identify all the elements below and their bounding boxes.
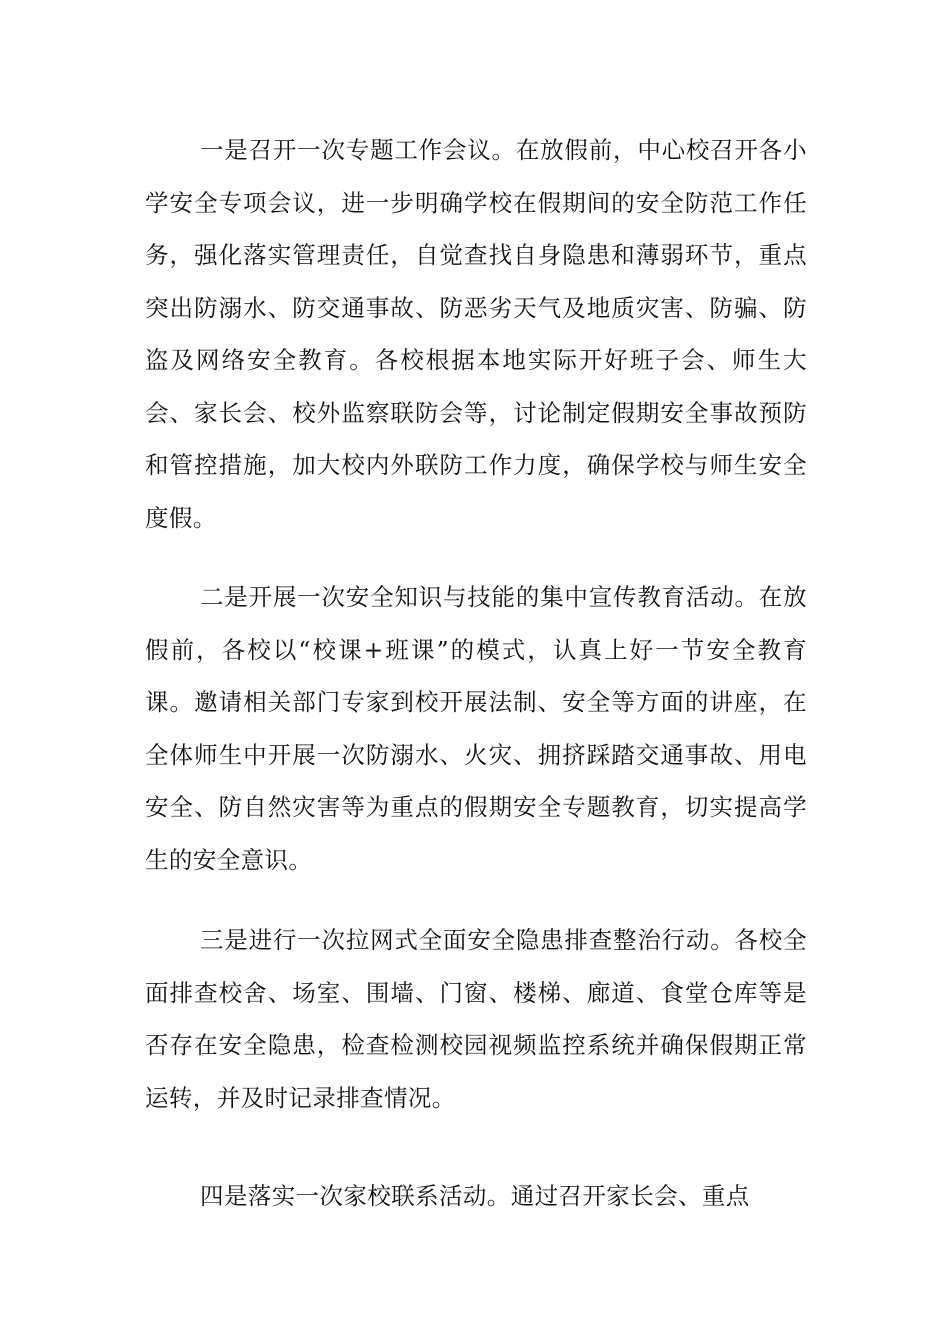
paragraph-2: 二是开展一次安全知识与技能的集中宣传教育活动。在放假前，各校以“校课+班课”的模式，认真上好一节安全教育课。邀请相关部门专家到校开展法制、安全等方面的讲座，在全体师生中开展一次防溺水、火灾、拥挤踩踏交通事故、用电安全、防自然灾害等为重点的假期安全专题教育，切实提高学生的安全意识。	[145, 583, 807, 874]
paragraph-4: 四是落实一次家校联系活动。通过召开家长会、重点	[200, 1182, 750, 1210]
paragraph-3: 三是进行一次拉网式全面安全隐患排查整治行动。各校全面排查校舍、场室、围墙、门窗、楼梯、廊道、食堂仓库等是否存在安全隐患，检查检测校园视频监控系统并确保假期正常运转，并及时记录排查情况。	[145, 926, 807, 1112]
paragraph-1: 一是召开一次专题工作会议。在放假前，中心校召开各小学安全专项会议，进一步明确学校在假期间的安全防范工作任务，强化落实管理责任，自觉查找自身隐患和薄弱环节，重点突出防溺水、防交通事故、防恶劣天气及地质灾害、防骗、防盗及网络安全教育。各校根据本地实际开好班子会、师生大会、家长会、校外监察联防会等，讨论制定假期安全事故预防和管控措施，加大校内外联防工作力度，确保学校与师生安全度假。	[145, 136, 807, 532]
